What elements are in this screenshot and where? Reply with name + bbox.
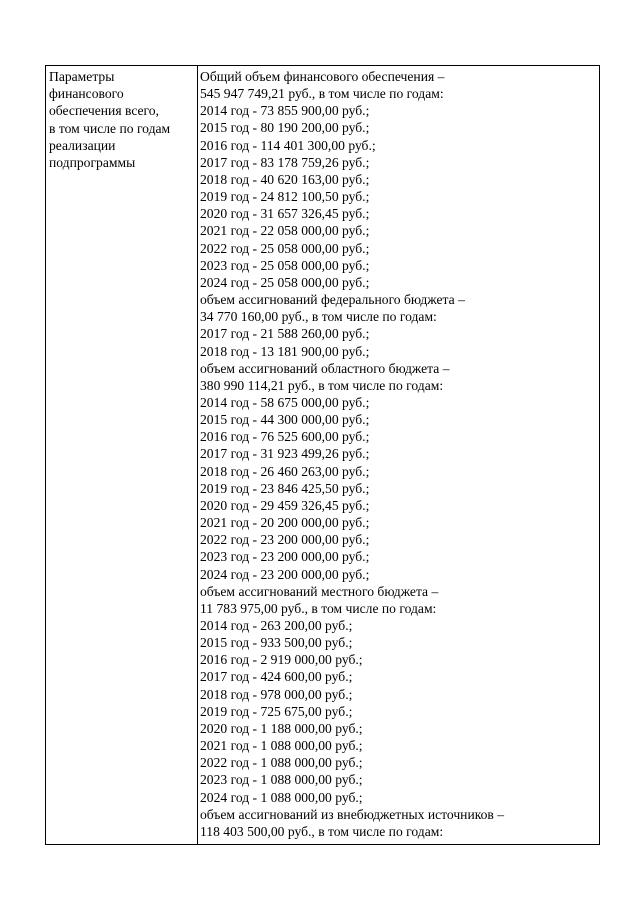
detail-line: объем ассигнований областного бюджета – xyxy=(200,360,450,376)
detail-line: 11 783 975,00 руб., в том числе по годам: xyxy=(200,600,437,616)
detail-line: 2024 год - 1 088 000,00 руб.; xyxy=(200,789,363,805)
detail-line: 2022 год - 23 200 000,00 руб.; xyxy=(200,532,370,548)
detail-line: 2024 год - 23 200 000,00 руб.; xyxy=(200,566,370,582)
financing-details-cell xyxy=(198,66,599,844)
detail-line: 2018 год - 978 000,00 руб.; xyxy=(200,686,353,702)
detail-line: 2019 год - 23 846 425,50 руб.; xyxy=(200,480,370,496)
detail-line: 2015 год - 933 500,00 руб.; xyxy=(200,635,353,651)
detail-line: 2018 год - 13 181 900,00 руб.; xyxy=(200,343,370,359)
detail-line: 2014 год - 58 675 000,00 руб.; xyxy=(200,394,370,410)
detail-line: 2019 год - 24 812 100,50 руб.; xyxy=(200,189,370,205)
detail-line: 2014 год - 263 200,00 руб.; xyxy=(200,618,353,633)
detail-line: 2016 год - 76 525 600,00 руб.; xyxy=(200,429,370,445)
label-line: обеспечения всего, xyxy=(49,103,159,119)
detail-line: 2020 год - 29 459 326,45 руб.; xyxy=(200,497,370,513)
detail-line: 2021 год - 1 088 000,00 руб.; xyxy=(200,738,363,754)
detail-line: 2018 год - 40 620 163,00 руб.; xyxy=(200,171,370,187)
label-line: финансового xyxy=(49,86,124,102)
detail-line: 2017 год - 31 923 499,26 руб.; xyxy=(200,446,370,462)
detail-line: 2021 год - 22 058 000,00 руб.; xyxy=(200,223,370,239)
detail-line: объем ассигнований федерального бюджета – xyxy=(200,292,465,308)
detail-line: 2023 год - 25 058 000,00 руб.; xyxy=(200,257,370,273)
detail-line: 2021 год - 20 200 000,00 руб.; xyxy=(200,515,370,531)
detail-line: 2022 год - 25 058 000,00 руб.; xyxy=(200,240,370,256)
detail-line: 2017 год - 83 178 759,26 руб.; xyxy=(200,154,370,170)
detail-line: 2023 год - 23 200 000,00 руб.; xyxy=(200,549,370,565)
detail-line: 2020 год - 1 188 000,00 руб.; xyxy=(200,720,363,736)
detail-line: 2022 год - 1 088 000,00 руб.; xyxy=(200,755,363,771)
detail-line: 2014 год - 73 855 900,00 руб.; xyxy=(200,103,370,119)
parameter-label-cell xyxy=(46,66,198,844)
detail-line: Общий объем финансового обеспечения – xyxy=(200,69,445,84)
detail-line: 2020 год - 31 657 326,45 руб.; xyxy=(200,206,370,222)
detail-line: 118 403 500,00 руб., в том числе по годам: xyxy=(200,823,444,839)
detail-line: 2016 год - 2 919 000,00 руб.; xyxy=(200,652,363,668)
detail-line: 2023 год - 1 088 000,00 руб.; xyxy=(200,772,363,788)
detail-line: объем ассигнований из внебюджетных источников – xyxy=(200,806,505,822)
detail-line: 2016 год - 114 401 300,00 руб.; xyxy=(200,137,376,153)
detail-line: 34 770 160,00 руб., в том числе по годам: xyxy=(200,309,437,325)
detail-line: 2018 год - 26 460 263,00 руб.; xyxy=(200,463,370,479)
detail-line: 2015 год - 80 190 200,00 руб.; xyxy=(200,120,370,136)
detail-line: 380 990 114,21 руб., в том числе по годам: xyxy=(200,377,444,393)
label-line: реализации xyxy=(49,137,116,153)
detail-line: 2015 год - 44 300 000,00 руб.; xyxy=(200,412,370,428)
detail-line: 545 947 749,21 руб., в том числе по годам: xyxy=(200,86,444,102)
detail-line: 2019 год - 725 675,00 руб.; xyxy=(200,703,353,719)
financing-table xyxy=(45,65,600,845)
detail-line: 2017 год - 424 600,00 руб.; xyxy=(200,669,353,685)
label-line: в том числе по годам xyxy=(49,120,171,136)
detail-line: 2024 год - 25 058 000,00 руб.; xyxy=(200,274,370,290)
label-line: Параметры xyxy=(49,69,115,84)
detail-line: объем ассигнований местного бюджета – xyxy=(200,583,439,599)
label-line: подпрограммы xyxy=(49,155,136,171)
detail-line: 2017 год - 21 588 260,00 руб.; xyxy=(200,326,370,342)
